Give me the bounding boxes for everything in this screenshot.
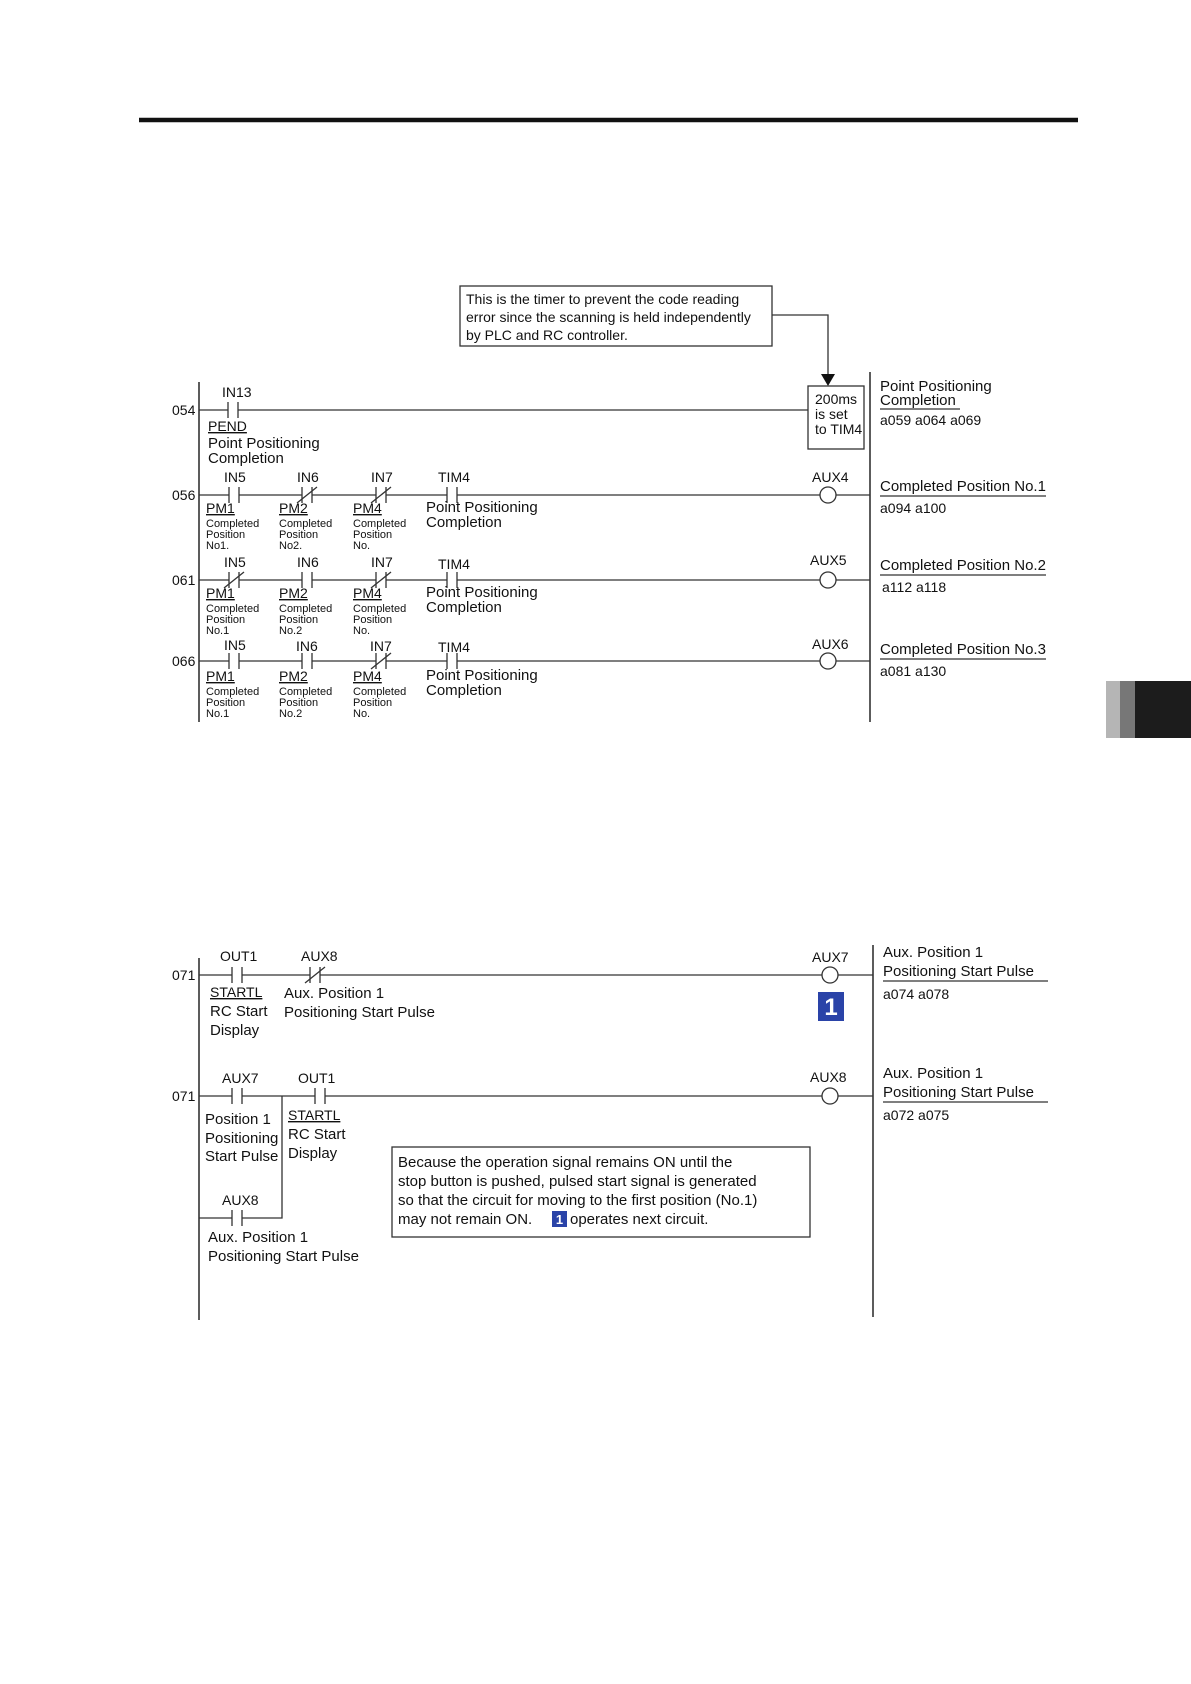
contact-desc: No2. [279,540,303,552]
output-title-2: Completion [880,392,956,409]
rung-061 [172,552,1046,637]
pulse-note [392,1147,810,1237]
pulse-note-tail: operates next circuit. [570,1211,709,1228]
coil-aux6 [820,653,836,669]
coil-label: AUX8 [810,1069,847,1085]
cross-refs: a074 a078 [883,986,950,1002]
contact-desc: Completed [279,603,333,615]
coil-aux8 [822,1088,838,1104]
contact-desc: Position [353,697,393,709]
cross-refs: a072 a075 [883,1107,950,1123]
output-title: Aux. Position 1 [883,1065,984,1082]
diagram-2 [172,944,1048,1320]
timer-box-line-3: to TIM4 [815,421,863,437]
contact-device: OUT1 [298,1070,336,1086]
contact-desc: Aux. Position 1 [284,985,385,1002]
contact-desc: Position [353,529,393,541]
contact-desc: Positioning [205,1130,279,1147]
contact-tag: PM4 [353,585,382,601]
contact-desc: No.2 [279,625,303,637]
cross-refs: a059 a064 a069 [880,412,982,428]
pulse-note-line-4: may not remain ON. [398,1211,533,1228]
contact-desc: Completed [353,603,407,615]
contact-tag: PM1 [206,500,235,516]
cross-refs: a081 a130 [880,663,947,679]
chapter-tab [1106,681,1191,738]
contact-device: OUT1 [220,948,258,964]
contact-device: IN7 [371,469,393,485]
note-leader [772,315,828,376]
contact-desc: Start Pulse [205,1148,279,1165]
contact-desc: Display [288,1145,338,1162]
pulse-note-line-1: Because the operation signal remains ON until the [398,1154,733,1171]
contact-desc: Position [206,614,246,626]
contact-tag: STARTL [210,984,263,1000]
contact-desc: Position [206,529,246,541]
contact-desc: No. [353,708,371,720]
contact-device: IN5 [224,637,246,653]
contact-device: IN5 [224,469,246,485]
rung-number: 071 [172,1088,196,1104]
note-arrowhead [821,374,835,386]
contact-desc: Position 1 [205,1111,271,1128]
contact-desc: No.2 [279,708,303,720]
contact-desc: No.1 [206,708,230,720]
contact-desc: Position [353,614,393,626]
timer-desc: Completion [426,599,502,616]
contact-desc: Position [279,697,319,709]
contact-tag: PM2 [279,668,308,684]
output-title: Aux. Position 1 [883,944,984,961]
timer-device: TIM4 [438,469,470,485]
timer-note-line-1: This is the timer to prevent the code reading [466,291,740,307]
contact-desc: Aux. Position 1 [208,1229,309,1246]
output-title-1: Point Positioning [880,378,992,395]
contact-desc-2: Completion [208,450,284,467]
contact-desc: No.1 [206,625,230,637]
coil-aux4 [820,487,836,503]
rung-number: 061 [172,572,196,588]
contact-tag: PM2 [279,500,308,516]
rung-number: 056 [172,487,196,503]
contact-desc: Position [279,614,319,626]
contact-desc: Completed [206,603,260,615]
timer-note [460,286,835,386]
coil-aux7 [822,967,838,983]
output-title: Completed Position No.2 [880,557,1046,574]
rung-054 [172,378,992,467]
contact-device: AUX8 [222,1192,259,1208]
contact-device: IN6 [296,638,318,654]
coil-label: AUX7 [812,949,849,965]
contact-desc: Display [210,1022,260,1039]
coil-label: AUX5 [810,552,847,568]
contact-desc: Position [279,529,319,541]
pulse-note-line-3: so that the circuit for moving to the first position (No.1) [398,1192,758,1209]
cross-refs: a094 a100 [880,500,947,516]
rung-071-a [172,944,1048,1039]
contact-desc: Completed [353,518,407,530]
rung-number: 071 [172,967,196,983]
contact-device: IN7 [371,554,393,570]
contact-desc: No1. [206,540,230,552]
contact-desc: Positioning Start Pulse [208,1248,359,1265]
contact-desc: Completed [279,518,333,530]
contact-desc: Positioning Start Pulse [284,1004,435,1021]
contact-desc: Completed [206,518,260,530]
contact-desc-1: Point Positioning [208,435,320,452]
contact-desc: RC Start [288,1126,346,1143]
output-title: Positioning Start Pulse [883,1084,1034,1101]
timer-note-line-2: error since the scanning is held independently [466,309,751,325]
contact-device: AUX8 [301,948,338,964]
timer-desc: Completion [426,682,502,699]
coil-label: AUX6 [812,636,849,652]
contact-tag: PM1 [206,668,235,684]
cross-refs: a112 a118 [882,579,947,595]
timer-device: TIM4 [438,639,470,655]
diagram-1 [172,286,1046,722]
contact-device: AUX7 [222,1070,259,1086]
contact-device: IN5 [224,554,246,570]
timer-desc: Completion [426,514,502,531]
circuit-marker-number: 1 [824,994,838,1021]
contact-desc: Completed [353,686,407,698]
timer-box-line-2: is set [815,406,848,422]
contact-desc: Position [206,697,246,709]
timer-note-line-3: by PLC and RC controller. [466,327,628,343]
contact-tag: PM1 [206,585,235,601]
contact-desc: Completed [206,686,260,698]
rung-number: 066 [172,653,196,669]
coil-aux5 [820,572,836,588]
note-marker-number: 1 [555,1212,564,1227]
contact-device: IN6 [297,469,319,485]
rung-066 [172,636,1046,720]
rung-number: 054 [172,402,196,418]
timer-desc: Point Positioning [426,499,538,516]
rung-056 [172,469,1046,552]
pulse-note-line-2: stop button is pushed, pulsed start signal is generated [398,1173,757,1190]
contact-device: IN13 [222,384,252,400]
contact-desc: No. [353,625,371,637]
contact-tag: PEND [208,418,247,434]
timer-box-line-1: 200ms [815,391,858,407]
output-title: Completed Position No.3 [880,641,1046,658]
contact-desc: RC Start [210,1003,268,1020]
timer-desc: Point Positioning [426,584,538,601]
contact-tag: PM4 [353,668,382,684]
contact-tag: STARTL [288,1107,341,1123]
contact-tag: PM2 [279,585,308,601]
contact-desc: Completed [279,686,333,698]
contact-tag: PM4 [353,500,382,516]
contact-device: IN7 [370,638,392,654]
coil-label: AUX4 [812,469,849,485]
contact-device: IN6 [297,554,319,570]
timer-device: TIM4 [438,556,470,572]
output-title: Positioning Start Pulse [883,963,1034,980]
output-title: Completed Position No.1 [880,478,1046,495]
timer-desc: Point Positioning [426,667,538,684]
contact-desc: No. [353,540,371,552]
